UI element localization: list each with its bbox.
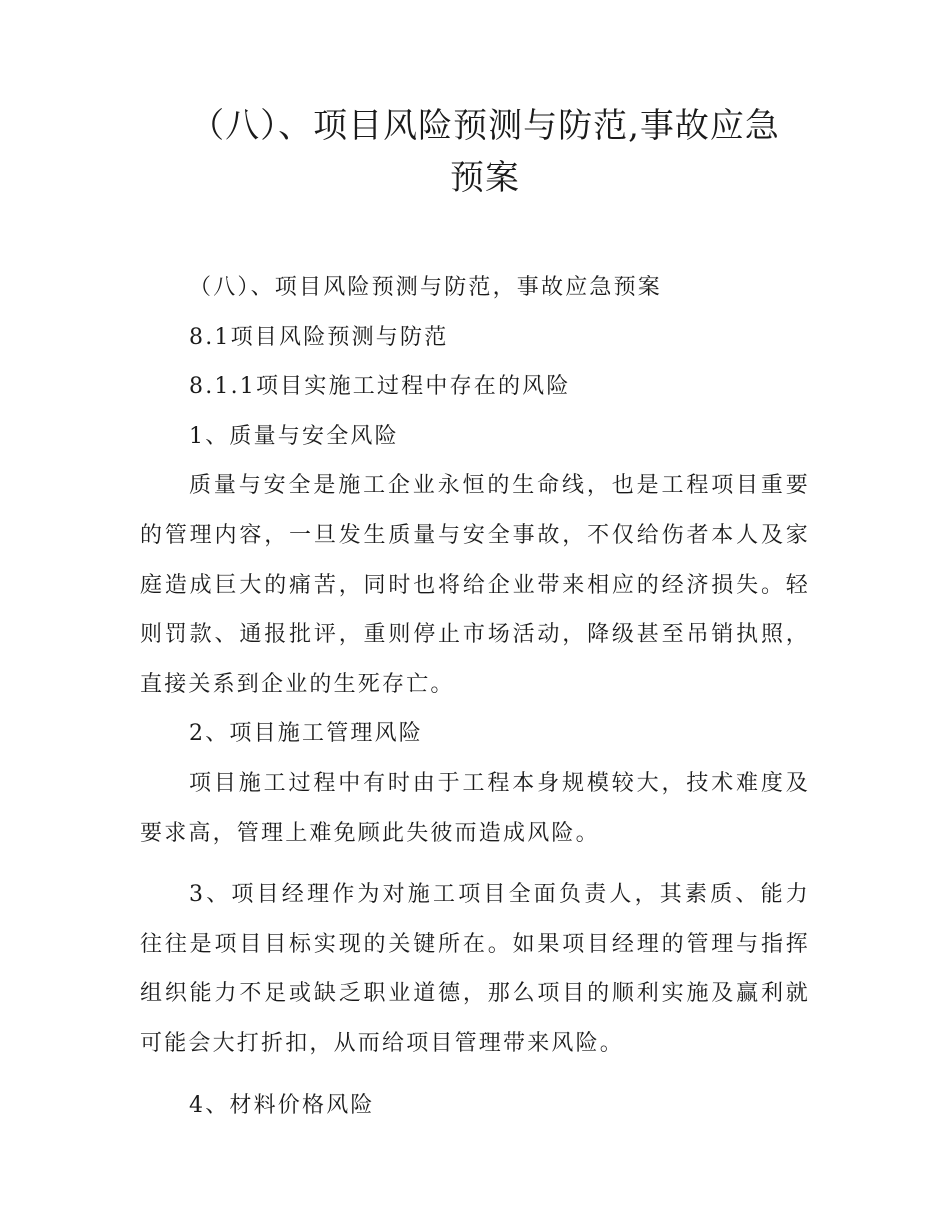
- paragraph-item-heading: 4、材料价格风险: [189, 1092, 375, 1118]
- document-body: [140, 263, 810, 1130]
- paragraph-section-heading: （八）、项目风险预测与防范，事故应急预案: [189, 275, 663, 300]
- paragraph-subsection-heading: 8.1项目风险预测与防范: [189, 324, 449, 350]
- paragraph-item-heading: 2、项目施工管理风险: [189, 721, 423, 747]
- paragraph-body: 项目施工过程中有时由于工程本身规模较大，技术难度及要求高，管理上难免顾此失彼而造成风险。: [140, 770, 810, 846]
- paragraph-subsubsection-heading: 8.1.1项目实施工过程中存在的风险: [189, 374, 571, 400]
- paragraph-body: 质量与安全是施工企业永恒的生命线，也是工程项目重要的管理内容，一旦发生质量与安全事故，不仅给伤者本人及家庭造成巨大的痛苦，同时也将给企业带来相应的经济损失。轻则罚款、通报批评，重则停止市场活动，降级甚至吊销执照，直接关系到企业的生死存亡。: [140, 473, 810, 697]
- document-title: （八）、项目风险预测与防范,事故应急预案: [190, 106, 780, 198]
- paragraph-item-heading: 1、质量与安全风险: [189, 423, 399, 449]
- paragraph-body: 3、项目经理作为对施工项目全面负责人，其素质、能力往往是项目目标实现的关键所在。如果项目经理的管理与指挥组织能力不足或缺乏职业道德，那么项目的顺利实施及赢利就可能会大打折扣，从而给项目管理带来风险。: [140, 882, 810, 1056]
